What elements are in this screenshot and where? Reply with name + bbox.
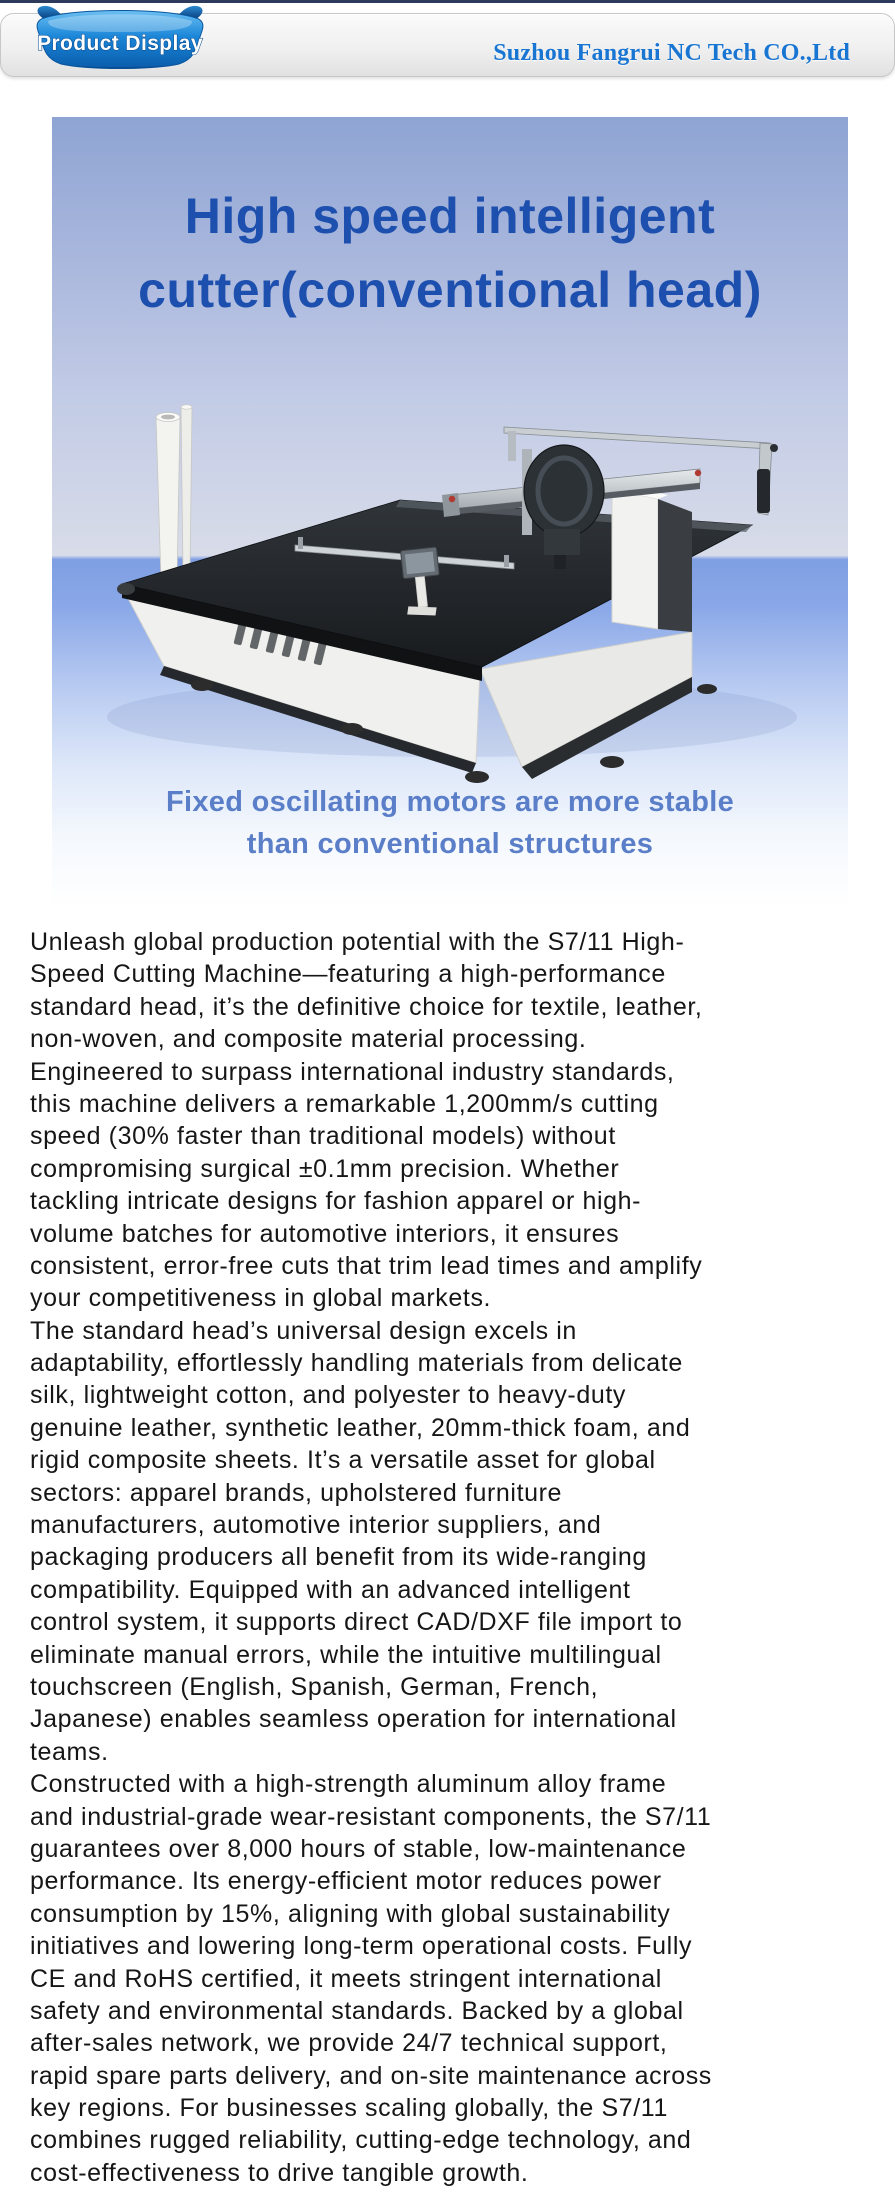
body-text-line: speed (30% faster than traditional models) without xyxy=(30,1122,616,1151)
body-text-line: non-woven, and composite material processing. xyxy=(30,1025,587,1054)
body-text-line: manufacturers, automotive interior suppliers, and xyxy=(30,1511,602,1540)
body-text-line: compromising surgical ±0.1mm precision. Whether xyxy=(30,1154,620,1183)
body-text-line: sectors: apparel brands, upholstered furniture xyxy=(30,1478,563,1507)
body-text-line: cost-effectiveness to drive tangible growth. xyxy=(30,2158,529,2187)
body-text-line: safety and environmental standards. Backed by a global xyxy=(30,1996,684,2025)
hero-caption-line1: Fixed oscillating motors are more stable xyxy=(166,786,734,818)
body-text-line: Unleash global production potential with the S7/11 High- xyxy=(30,928,685,956)
company-name: Suzhou Fangrui NC Tech CO.,Ltd xyxy=(493,40,850,66)
hero-caption-line2: than conventional structures xyxy=(246,828,654,860)
hero-title-line1: High speed intelligent xyxy=(184,188,716,244)
body-text-line: genuine leather, synthetic leather, 20mm-thick foam, and xyxy=(30,1413,691,1442)
body-text-line: combines rugged reliability, cutting-edge technology, and xyxy=(30,2126,692,2155)
body-text-line: packaging producers all benefit from its wide-ranging xyxy=(30,1543,647,1572)
body-text-line: consistent, error-free cuts that trim lead times and amplify xyxy=(30,1251,703,1280)
body-text-line: Japanese) enables seamless operation for international xyxy=(30,1705,677,1734)
body-text-line: volume batches for automotive interiors, it ensures xyxy=(30,1219,620,1248)
body-text xyxy=(30,926,875,2189)
body-text-line: eliminate manual errors, while the intuitive multilingual xyxy=(30,1640,662,1669)
body-text-line: Constructed with a high-strength aluminum alloy frame xyxy=(30,1770,667,1799)
body-text-line: touchscreen (English, Spanish, German, French, xyxy=(30,1672,599,1701)
body-text-line: initiatives and lowering long-term operational costs. Fully xyxy=(30,1932,693,1961)
body-text-line: rapid spare parts delivery, and on-site maintenance across xyxy=(30,2061,712,2090)
product-display-ribbon xyxy=(32,3,208,75)
body-text-line: performance. Its energy-efficient motor reduces power xyxy=(30,1867,662,1896)
body-text-line: key regions. For businesses scaling globally, the S7/11 xyxy=(30,2094,668,2123)
body-text-line: consumption by 15%, aligning with global sustainability xyxy=(30,1899,671,1928)
hero-title-line2: cutter(conventional head) xyxy=(138,262,762,318)
body-text-line: silk, lightweight cotton, and polyester to heavy-duty xyxy=(30,1381,626,1410)
body-text-line: standard head, it’s the definitive choice for textile, leather, xyxy=(30,992,703,1021)
body-text-line: Speed Cutting Machine—featuring a high-performance xyxy=(30,960,666,989)
ribbon-label: Product Display xyxy=(37,32,203,55)
body-text-line: after-sales network, we provide 24/7 technical support, xyxy=(30,2029,668,2058)
hero-title xyxy=(52,179,848,327)
body-text-line: CE and RoHS certified, it meets stringent international xyxy=(30,1964,662,1993)
body-text-line: tackling intricate designs for fashion apparel or high- xyxy=(30,1187,642,1216)
hero-panel xyxy=(52,117,848,907)
right-tower xyxy=(612,485,692,632)
body-text-line: The standard head’s universal design excels in xyxy=(30,1316,577,1345)
body-text-line: compatibility. Equipped with an advanced intelligent xyxy=(30,1575,631,1604)
hero-caption xyxy=(52,781,848,865)
body-text-line: this machine delivers a remarkable 1,200mm/s cutting xyxy=(30,1089,659,1118)
body-text-line: rigid composite sheets. It’s a versatile asset for global xyxy=(30,1446,656,1475)
ribbon-banner-icon xyxy=(32,3,208,75)
body-text-line: control system, it supports direct CAD/DXF file import to xyxy=(30,1608,683,1637)
body-text-line: teams. xyxy=(30,1737,109,1766)
body-text-line: your competitiveness in global markets. xyxy=(30,1284,492,1313)
body-text-line: Engineered to surpass international industry standards, xyxy=(30,1057,675,1086)
body-text-line: guarantees over 8,000 hours of stable, low-maintenance xyxy=(30,1834,687,1863)
body-text-line: adaptability, effortlessly handling materials from delicate xyxy=(30,1349,683,1378)
vacuum-pipes xyxy=(156,405,192,582)
body-text-line: and industrial-grade wear-resistant components, the S7/11 xyxy=(30,1802,712,1831)
